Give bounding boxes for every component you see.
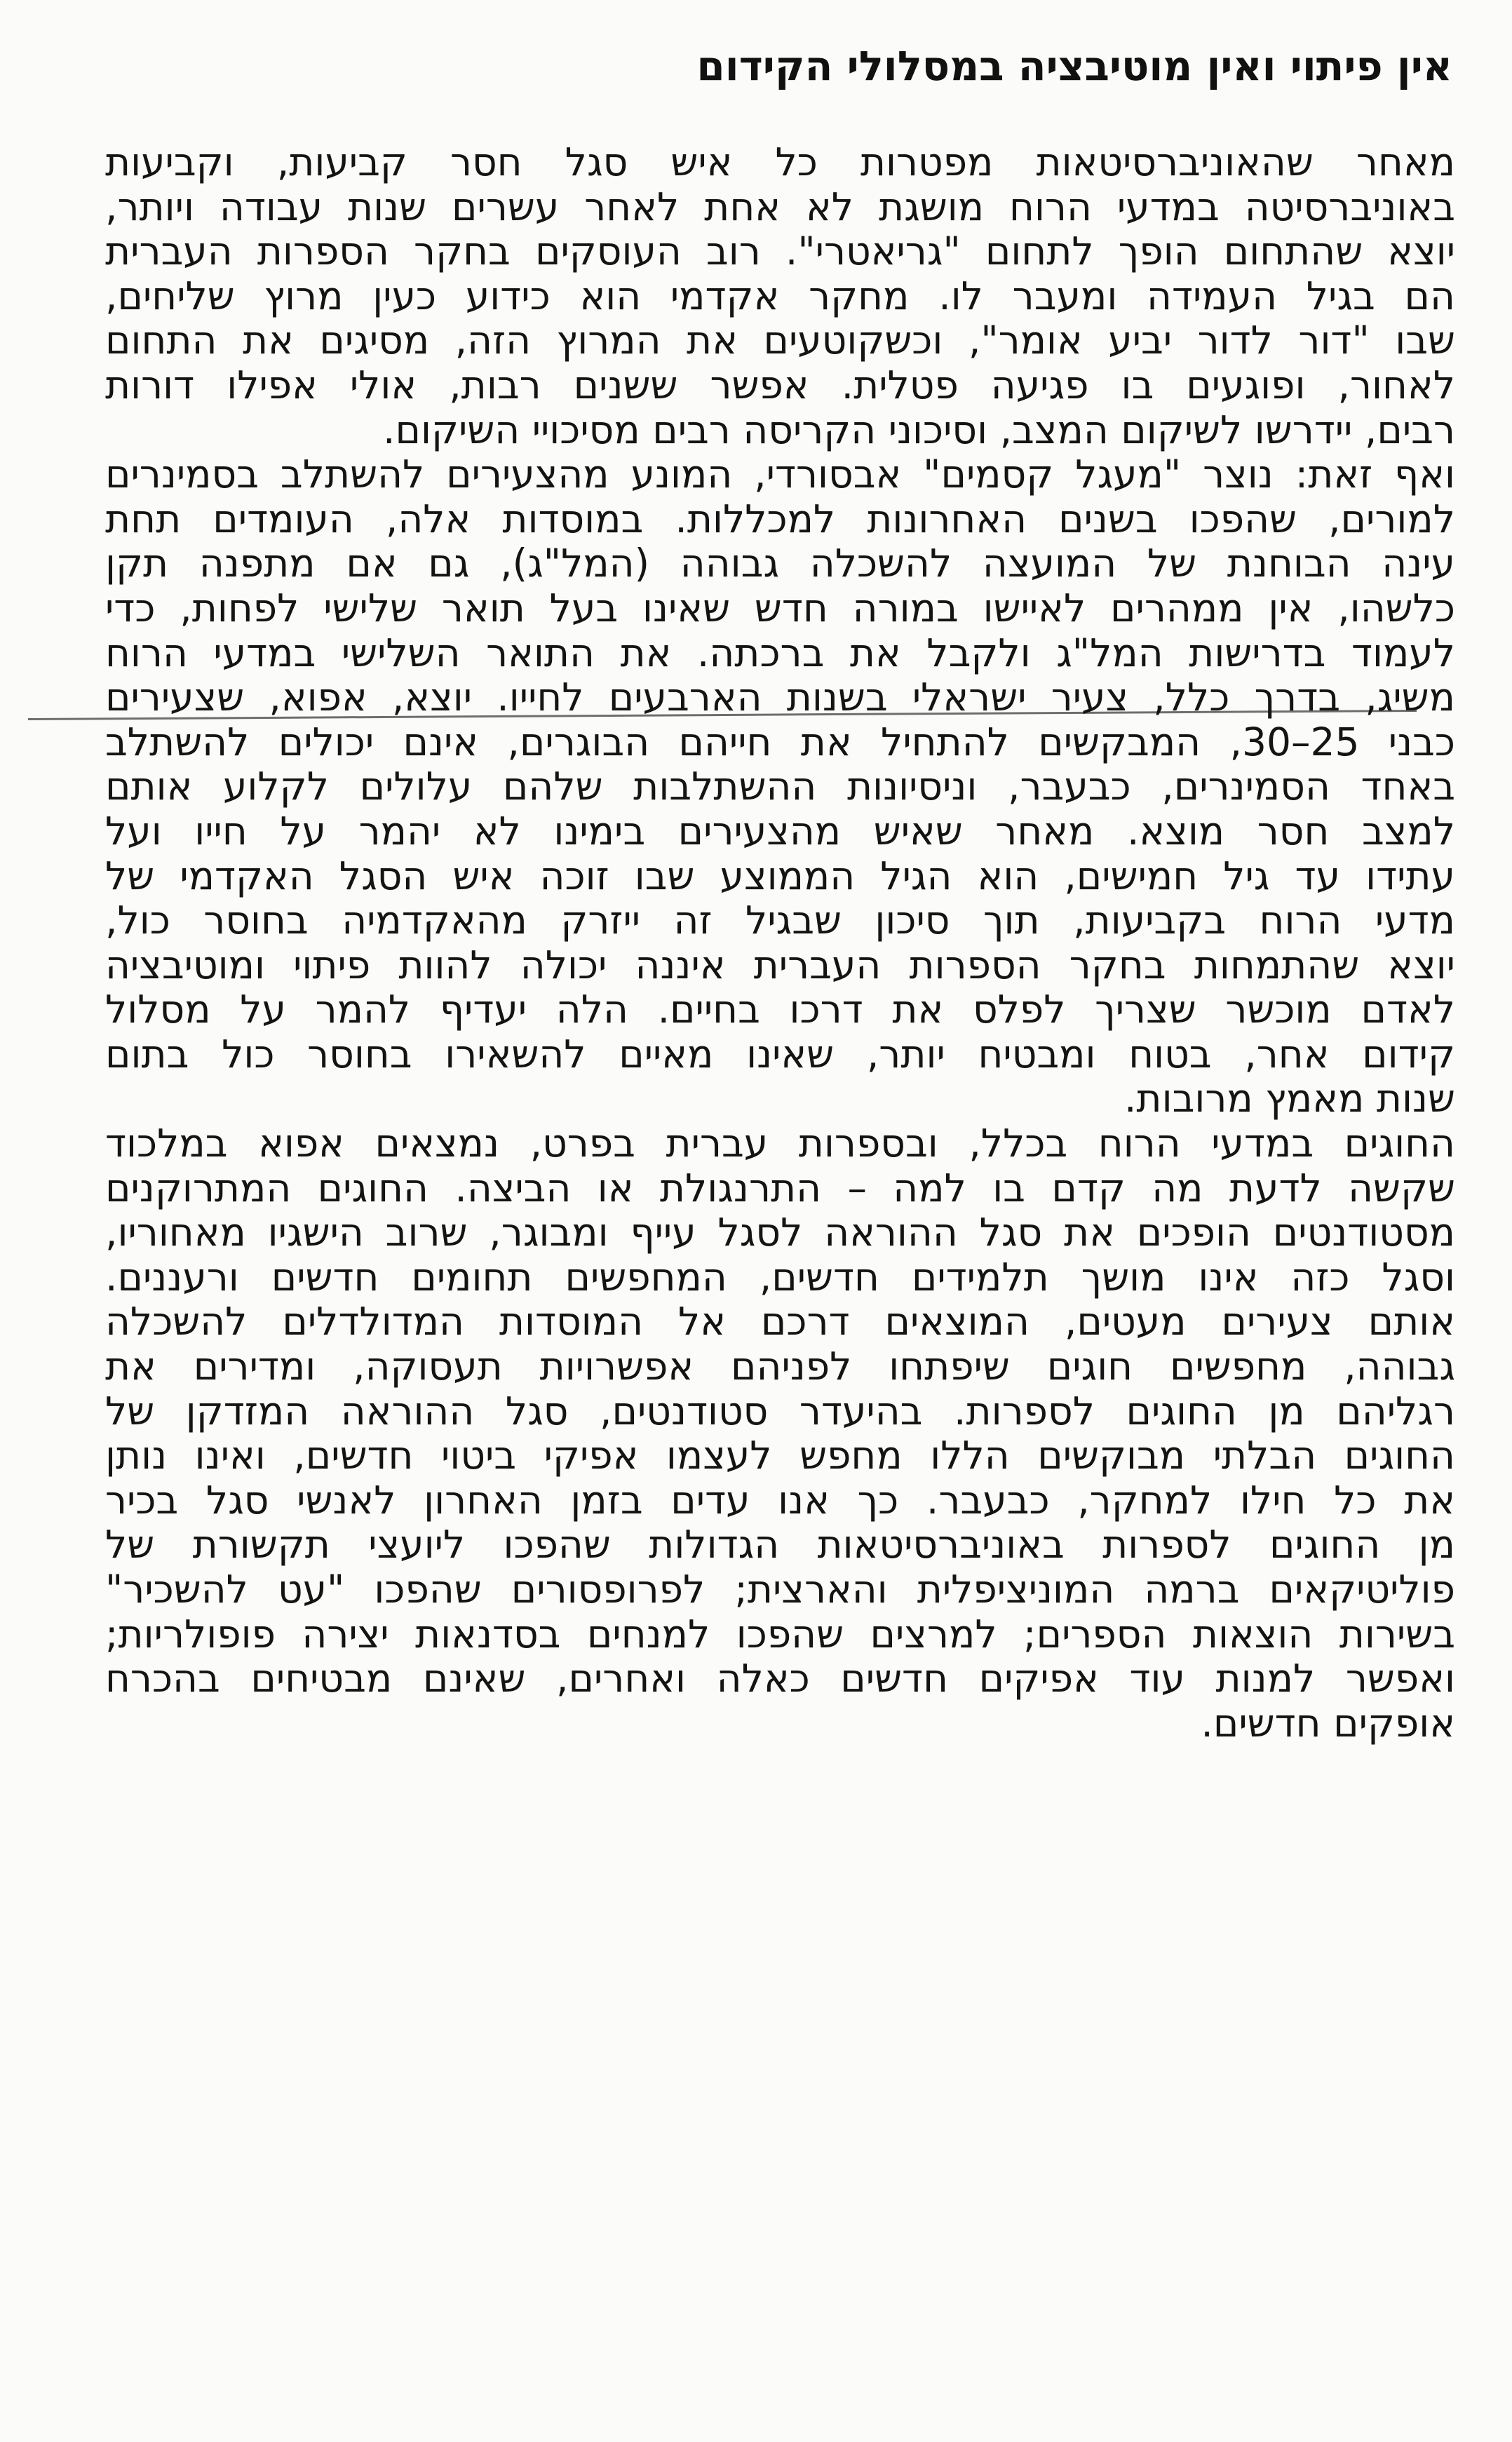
text-line: מן החוגים לספרות באוניברסיטאות הגדולות שהפכו ליועצי תקשורת של: [105, 1523, 1455, 1567]
text-line: למורים, שהפכו בשנים האחרונות למכללות. במוסדות אלה, העומדים תחת: [105, 497, 1455, 541]
text-line: את כל חילו למחקר, כבעבר. כך אנו עדים בזמן האחרון לאנשי סגל בכיר: [105, 1478, 1455, 1523]
text-line: אופקים חדשים.: [1201, 1701, 1455, 1746]
text-line: עתידו עד גיל חמישים, הוא הגיל הממוצע שבו זוכה איש הסגל האקדמי של: [105, 854, 1455, 898]
text-line: עינה הבוחנת של המועצה להשכלה גבוהה (המל"ג), גם אם מתפנה תקן: [105, 541, 1455, 586]
text-line: כבני 25–30, המבקשים להתחיל את חייהם הבוגרים, אינם יכולים להשתלב: [105, 720, 1455, 764]
text-line: קידום אחר, בטוח ומבטיח יותר, שאינו מאיים להשאירו בחוסר כול בתום: [105, 1032, 1455, 1077]
text-line: באוניברסיטה במדעי הרוח מושגת לא אחת לאחר עשרים שנות עבודה ויותר,: [105, 184, 1455, 229]
text-line: שבו "דור לדור יביע אומר", וכשקוטעים את המרוץ הזה, מסיגים את התחום: [105, 318, 1455, 363]
text-line: מאחר שהאוניברסיטאות מפטרות כל איש סגל חסר קביעות, וקביעות: [105, 140, 1455, 184]
text-line: ואפשר למנות עוד אפיקים חדשים כאלה ואחרים, שאינם מבטיחים בהכרח: [105, 1657, 1455, 1701]
article-body: [105, 140, 1455, 1746]
text-line: שנות מאמץ מרובות.: [1123, 1077, 1455, 1121]
text-line: לאדם מוכשר שצריך לפלס את דרכו בחיים. הלה יעדיף להמר על מסלול: [105, 987, 1455, 1032]
text-line: החוגים במדעי הרוח בכלל, ובספרות עברית בפרט, נמצאים אפוא במלכוד: [105, 1121, 1455, 1166]
paragraph-1: [105, 140, 1455, 452]
text-line: הם בגיל העמידה ומעבר לו. מחקר אקדמי הוא כידוע כעין מרוץ שליחים,: [105, 274, 1455, 318]
text-line: רגליהם מן החוגים לספרות. בהיעדר סטודנטים, סגל ההוראה המזדקן של: [105, 1389, 1455, 1434]
text-line: גבוהה, מחפשים חוגים שיפתחו לפניהם אפשרויות תעסוקה, ומדירים את: [105, 1344, 1455, 1389]
text-line: כלשהו, אין ממהרים לאיישו במורה חדש שאינו בעל תואר שלישי לפחות, כדי: [105, 586, 1455, 630]
text-line: למצב חסר מוצא. מאחר שאיש מהצעירים בימינו לא יהמר על חייו ועל: [105, 809, 1455, 854]
text-line: וסגל כזה אינו מושך תלמידים חדשים, המחפשים תחומים חדשים ורעננים.: [105, 1255, 1455, 1300]
text-line: יוצא שהתמחות בחקר הספרות העברית איננה יכולה להוות פיתוי ומוטיבציה: [105, 943, 1455, 987]
page-title: אין פיתוי ואין מוטיבציה במסלולי הקידום: [696, 42, 1452, 90]
text-line: שקשה לדעת מה קדם בו למה – התרנגולת או הביצה. החוגים המתרוקנים: [105, 1166, 1455, 1210]
text-line: רבים, יידרשו לשיקום המצב, וסיכוני הקריסה רבים מסיכויי השיקום.: [383, 407, 1455, 452]
text-line: מדעי הרוח בקביעות, תוך סיכון שבגיל זה ייזרק מהאקדמיה בחוסר כול,: [105, 898, 1455, 943]
text-line: החוגים הבלתי מבוקשים הללו מחפש לעצמו אפיקי ביטוי חדשים, ואינו נותן: [105, 1434, 1455, 1478]
text-line: אותם צעירים מעטים, המוצאים דרכם אל המוסדות המדולדלים להשכלה: [105, 1300, 1455, 1344]
text-line: לאחור, ופוגעים בו פגיעה פטלית. אפשר ששנים רבות, אולי אפילו דורות: [105, 363, 1455, 407]
text-line: ואף זאת: נוצר "מעגל קסמים" אבסורדי, המונע מהצעירים להשתלב בסמינרים: [105, 452, 1455, 497]
text-line: פוליטיקאים ברמה המוניציפלית והארצית; לפרופסורים שהפכו "עט להשכיר": [105, 1567, 1455, 1612]
paragraph-3: [105, 1121, 1455, 1746]
text-line: משיג, בדרך כלל, צעיר ישראלי בשנות הארבעים לחייו. יוצא, אפוא, שצעירים: [105, 675, 1455, 720]
text-line: באחד הסמינרים, כבעבר, וניסיונות ההשתלבות שלהם עלולים לקלוע אותם: [105, 764, 1455, 809]
paragraph-2: [105, 452, 1455, 1121]
text-line: בשירות הוצאות הספרים; למרצים שהפכו למנחים בסדנאות יצירה פופולריות;: [105, 1612, 1455, 1657]
text-line: מסטודנטים הופכים את סגל ההוראה לסגל עייף ומבוגר, שרוב הישגיו מאחוריו,: [105, 1210, 1455, 1255]
text-line: יוצא שהתחום הופך לתחום "גריאטרי". רוב העוסקים בחקר הספרות העברית: [105, 229, 1455, 274]
text-line: לעמוד בדרישות המל"ג ולקבל את ברכתה. את התואר השלישי במדעי הרוח: [105, 630, 1455, 675]
